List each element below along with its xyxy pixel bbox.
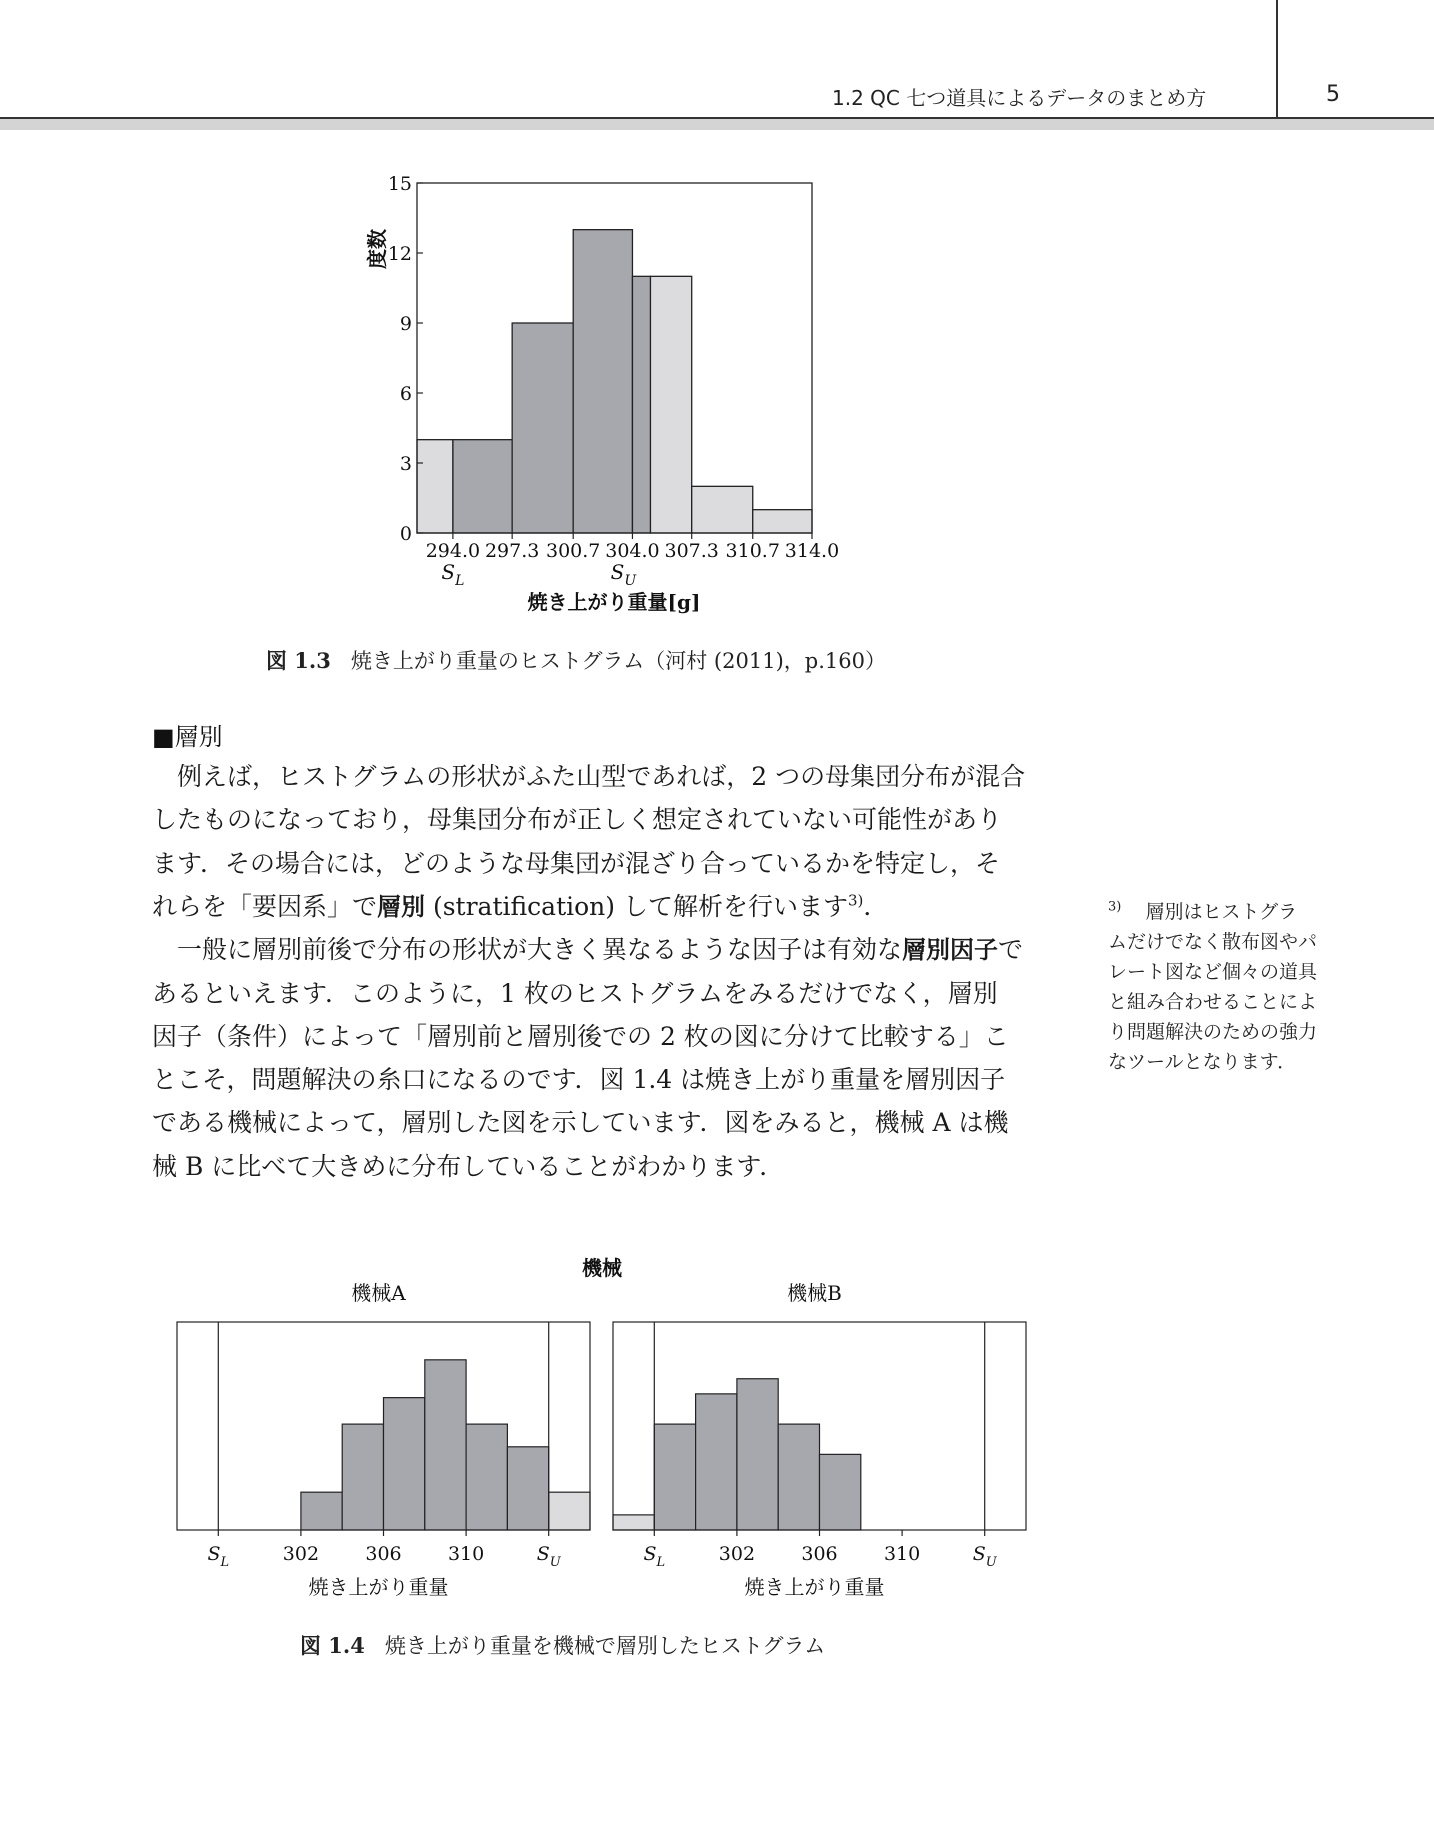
histogram-bar-out-of-spec bbox=[650, 276, 691, 533]
spec-lower-limit-label: $S_L$ bbox=[643, 1543, 666, 1570]
text-run: で bbox=[998, 935, 1024, 965]
y-tick-label: 9 bbox=[399, 313, 412, 335]
figure-1-3-caption bbox=[266, 645, 886, 675]
x-tick-label: 304.0 bbox=[605, 540, 660, 562]
body-text-line bbox=[152, 974, 998, 1010]
text-run: 械 B に比べて大きめに分布していることがわかります． bbox=[152, 1151, 785, 1181]
footnote-line bbox=[1108, 1017, 1317, 1044]
x-tick-label: 310 bbox=[883, 1543, 921, 1565]
text-run: 例えば，ヒストグラムの形状がふた山型であれば，2 つの母集団分布が混合 bbox=[177, 762, 1026, 791]
x-tick-label: 302 bbox=[282, 1543, 320, 1565]
y-tick-label: 0 bbox=[399, 523, 412, 545]
x-axis-label: 焼き上がり重量[g] bbox=[527, 590, 701, 614]
spec-upper-limit-label: $S_U$ bbox=[610, 560, 637, 589]
histogram-bar bbox=[342, 1424, 383, 1530]
footnote-line bbox=[1108, 957, 1317, 984]
x-tick-label: 294.0 bbox=[425, 540, 481, 562]
histogram-bar-out-of-spec bbox=[692, 486, 753, 533]
x-tick-label: 306 bbox=[365, 1543, 402, 1565]
text-run: れらを「要因系」で bbox=[152, 891, 378, 921]
keyword-bold: 層別 bbox=[377, 892, 426, 921]
figure-1-3-caption-text: 焼き上がり重量のヒストグラム（河村 (2011)，p.160） bbox=[350, 649, 886, 673]
figure-1-4-caption-text: 焼き上がり重量を機械で層別したヒストグラム bbox=[384, 1634, 826, 1658]
footnote-reference: 3) bbox=[847, 891, 864, 910]
text-run: である機械によって，層別した図を示しています．図をみると，機械 A は機 bbox=[152, 1108, 1009, 1138]
footnote-text: り問題解決のための強力 bbox=[1108, 1021, 1318, 1043]
histogram-bar bbox=[632, 276, 650, 533]
x-axis-label: 焼き上がり重量 bbox=[744, 1575, 885, 1599]
footnote-text: ムだけでなく散布図やパ bbox=[1108, 931, 1318, 953]
panel-title: 機械A bbox=[351, 1281, 406, 1305]
x-axis-label: 焼き上がり重量 bbox=[308, 1575, 449, 1599]
x-tick-label: 314.0 bbox=[784, 540, 840, 562]
footnote-text: と組み合わせることによ bbox=[1108, 991, 1318, 1013]
figure-1-4-caption-label: 図 1.4 bbox=[300, 1633, 365, 1658]
footnote-line bbox=[1108, 927, 1317, 954]
x-tick-label: 297.3 bbox=[484, 540, 540, 562]
figure-1-3-caption-label: 図 1.3 bbox=[266, 648, 331, 673]
figure-1-3-bars bbox=[417, 230, 812, 533]
text-run: あるといえます．このように，1 枚のヒストグラムをみるだけでなく，層別 bbox=[152, 978, 998, 1008]
text-run: したものになっており，母集団分布が正しく想定されていない可能性があり bbox=[152, 805, 1003, 835]
histogram-bar bbox=[512, 323, 573, 533]
footnote-line bbox=[1108, 897, 1297, 924]
body-text-line bbox=[152, 1017, 1009, 1053]
figure-1-4-title: 機械 bbox=[582, 1256, 622, 1280]
body-text-line bbox=[177, 757, 1025, 793]
histogram-bar-out-of-spec bbox=[549, 1492, 590, 1530]
body-text-line bbox=[177, 930, 1023, 966]
text-run: ． bbox=[863, 891, 889, 921]
body-text-line bbox=[152, 844, 1000, 880]
histogram-bar bbox=[696, 1394, 737, 1530]
text-run: 因子（条件）によって「層別前と層別後での 2 枚の図に分けて比較する」こ bbox=[152, 1021, 1009, 1051]
page-number: 5 bbox=[1326, 82, 1340, 107]
x-tick-label: 306 bbox=[801, 1543, 838, 1565]
x-tick-label: 310 bbox=[447, 1543, 485, 1565]
histogram-bar-out-of-spec bbox=[613, 1515, 654, 1530]
keyword-bold: 層別因子 bbox=[902, 936, 999, 965]
x-tick-label: 302 bbox=[718, 1543, 756, 1565]
figure-1-3-histogram bbox=[0, 0, 1434, 640]
x-tick-label: 307.3 bbox=[664, 540, 719, 562]
histogram-bar bbox=[573, 230, 632, 533]
spec-lower-limit-label: $S_L$ bbox=[441, 560, 465, 589]
histogram-bar bbox=[507, 1447, 548, 1530]
text-run: とこそ，問題解決の糸口になるのです．図 1.4 は焼き上がり重量を層別因子 bbox=[152, 1065, 1006, 1095]
footnote-text: なツールとなります． bbox=[1108, 1051, 1297, 1073]
panel-machine-a bbox=[177, 1281, 590, 1599]
histogram-bar bbox=[466, 1424, 507, 1530]
x-tick-label: 310.7 bbox=[725, 540, 780, 562]
section-heading-stratification: ■層別 bbox=[152, 723, 223, 751]
text-run: 一般に層別前後で分布の形状が大きく異なるような因子は有効な bbox=[177, 935, 903, 965]
histogram-bar-out-of-spec bbox=[753, 510, 812, 533]
y-tick-label: 15 bbox=[387, 173, 412, 195]
histogram-bar bbox=[778, 1424, 819, 1530]
text-run: (stratification) して解析を行います bbox=[425, 891, 848, 921]
x-tick-label: 300.7 bbox=[546, 540, 601, 562]
spec-lower-limit-label: $S_L$ bbox=[207, 1543, 230, 1570]
footnote-text: 層別はヒストグラ bbox=[1145, 901, 1298, 923]
body-text-line bbox=[152, 800, 1002, 836]
figure-1-4-caption bbox=[300, 1630, 825, 1660]
footnote-line bbox=[1108, 1047, 1296, 1074]
panel-machine-b bbox=[613, 1281, 1026, 1599]
histogram-bar bbox=[737, 1379, 778, 1530]
histogram-bar bbox=[453, 440, 512, 533]
histogram-bar bbox=[384, 1398, 425, 1530]
histogram-bar bbox=[654, 1424, 695, 1530]
histogram-bar bbox=[425, 1360, 466, 1530]
spec-upper-limit-label: $S_U$ bbox=[536, 1543, 561, 1570]
body-text-line bbox=[152, 1147, 784, 1183]
spec-upper-limit-label: $S_U$ bbox=[972, 1543, 997, 1570]
histogram-bar-out-of-spec bbox=[417, 440, 453, 533]
text-run: ます．その場合には，どのような母集団が混ざり合っているかを特定し，そ bbox=[152, 848, 1001, 878]
histogram-bar bbox=[301, 1492, 342, 1530]
y-tick-label: 3 bbox=[399, 453, 412, 475]
running-header-section-title: 1.2 QC 七つ道具によるデータのまとめ方 bbox=[832, 86, 1207, 110]
figure-1-4-stratified-histograms bbox=[0, 1240, 1434, 1630]
y-axis-label: 度数 bbox=[365, 229, 389, 269]
y-tick-label: 6 bbox=[399, 383, 412, 405]
footnote-text: レート図など個々の道具 bbox=[1108, 961, 1318, 983]
body-text-line bbox=[152, 1060, 1005, 1096]
footnote-line bbox=[1108, 987, 1317, 1014]
panel-title: 機械B bbox=[787, 1281, 842, 1305]
histogram-bar bbox=[820, 1454, 861, 1530]
y-tick-label: 12 bbox=[387, 243, 412, 265]
footnote-marker: 3) bbox=[1108, 899, 1122, 915]
body-text-line bbox=[152, 1103, 1008, 1139]
body-text-line bbox=[152, 887, 888, 923]
